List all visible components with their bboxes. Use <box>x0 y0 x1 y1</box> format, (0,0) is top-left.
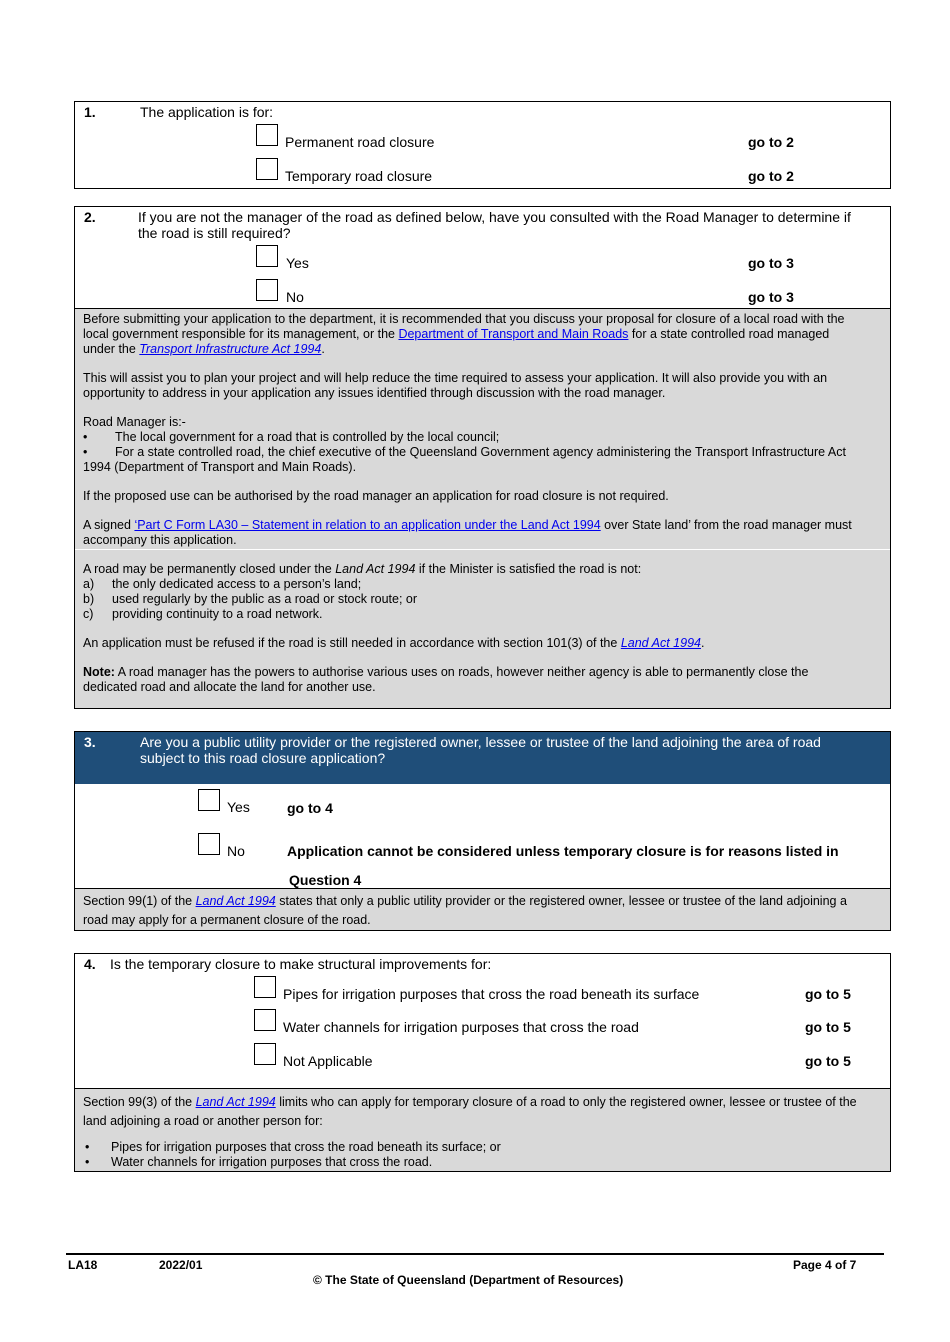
question-3-info-panel <box>75 888 890 930</box>
goto-label: Question 4 <box>289 872 362 888</box>
yes-checkbox[interactable] <box>256 245 278 267</box>
question-number: 3. <box>84 734 96 750</box>
list-item: used regularly by the public as a road or stock route; or <box>112 592 418 606</box>
not-applicable-checkbox[interactable] <box>254 1043 276 1065</box>
bullet-text: 1994 (Department of Transport and Main Roads). <box>83 460 357 474</box>
question-2-section <box>74 206 891 709</box>
goto-label: go to 2 <box>748 134 794 150</box>
option-label: Permanent road closure <box>285 134 435 150</box>
no-checkbox[interactable] <box>256 279 278 301</box>
info-text: A road may be permanently closed under the <box>83 562 336 576</box>
option-label: Water channels for irrigation purposes that cross the road <box>283 1019 639 1035</box>
goto-label: go to 2 <box>748 168 794 184</box>
land-act-link[interactable]: Land Act 1994 <box>620 636 701 650</box>
info-text: A road manager has the powers to authorise various uses on roads, however neither agency is able to permanently close the <box>114 665 809 679</box>
question-text-line2: the road is still required? <box>138 225 291 241</box>
goto-label: go to 4 <box>287 800 333 816</box>
footer-copyright: © The State of Queensland (Department of Resources) <box>313 1273 624 1287</box>
road-manager-info-panel <box>75 308 890 708</box>
list-item: providing continuity to a road network. <box>112 607 323 621</box>
bullet-icon: • <box>85 1140 90 1154</box>
transport-main-roads-link[interactable]: Department of Transport and Main Roads <box>398 327 629 341</box>
bullet-icon: • <box>83 430 88 444</box>
info-paragraph <box>83 312 845 327</box>
question-3-section <box>74 731 891 931</box>
question-number: 1. <box>84 104 96 120</box>
goto-label: go to 5 <box>805 1053 851 1069</box>
note-label: Note: <box>83 665 115 679</box>
info-text: local government responsible for its management, or the <box>83 327 399 341</box>
question-3-header <box>75 732 890 784</box>
option-label: Yes <box>227 799 250 815</box>
info-text: states that only a public utility provider or the registered owner, lessee or trustee of the land adjoining a <box>275 894 847 908</box>
question-4-info-panel <box>75 1088 890 1171</box>
footer-version: 2022/01 <box>159 1258 203 1272</box>
info-text: A signed <box>83 518 135 532</box>
land-act-link[interactable]: Land Act 1994 <box>195 1095 276 1109</box>
info-text: . <box>700 636 705 650</box>
goto-label: Application cannot be considered unless temporary closure is for reasons listed in <box>287 843 839 859</box>
question-number: 4. <box>84 956 96 972</box>
goto-label: go to 3 <box>748 255 794 271</box>
info-text: under the <box>83 342 140 356</box>
info-text: Section 99(1) of the <box>83 894 196 908</box>
info-paragraph <box>83 327 829 342</box>
land-act-link[interactable]: Land Act 1994 <box>195 894 276 908</box>
question-text-line1: If you are not the manager of the road as defined below, have you consulted with the Road Manager to determine if <box>138 209 851 225</box>
no-checkbox[interactable] <box>198 833 220 855</box>
yes-checkbox[interactable] <box>198 789 220 811</box>
goto-label: go to 5 <box>805 986 851 1002</box>
list-marker: b) <box>83 592 95 606</box>
info-paragraph: road may apply for a permanent closure of the road. <box>83 913 371 927</box>
footer-page-number: Page 4 of 7 <box>793 1258 857 1272</box>
info-text: if the Minister is satisfied the road is not: <box>415 562 642 576</box>
info-paragraph: land adjoining a road or another person for: <box>83 1114 323 1128</box>
info-text: over State land’ from the road manager must <box>600 518 852 532</box>
question-text: Is the temporary closure to make structural improvements for: <box>110 956 492 972</box>
info-paragraph <box>83 342 325 357</box>
info-paragraph <box>83 518 852 533</box>
option-label: Yes <box>286 255 309 271</box>
footer-form-code: LA18 <box>68 1258 98 1272</box>
form-la30-link[interactable]: ‘Part C Form LA30 – Statement in relation to an application under the Land Act 1994 <box>134 518 601 532</box>
water-channels-checkbox[interactable] <box>254 1009 276 1031</box>
info-paragraph <box>83 894 847 909</box>
info-paragraph <box>83 636 704 651</box>
divider <box>75 549 890 550</box>
option-label: Temporary road closure <box>285 168 433 184</box>
info-text: Before submitting your application to the department, it is recommended that you discuss your proposal for closure of a local road with the <box>83 312 845 326</box>
note-paragraph: dedicated road and allocate the land for another use. <box>83 680 376 694</box>
info-paragraph: accompany this application. <box>83 533 237 547</box>
footer-rule <box>66 1253 884 1255</box>
list-item: the only dedicated access to a person’s land; <box>112 577 362 591</box>
bullet-text: Water channels for irrigation purposes that cross the road. <box>111 1155 433 1169</box>
info-text: limits who can apply for temporary closure of a road to only the registered owner, lessee or trustee of the <box>275 1095 857 1109</box>
question-text-line2: subject to this road closure application? <box>140 750 386 766</box>
bullet-text: For a state controlled road, the chief executive of the Queensland Government agency administering the Transport Infrastructure Act <box>115 445 846 459</box>
info-paragraph: This will assist you to plan your project and will help reduce the time required to assess your application. It will also provide you with an <box>83 371 828 385</box>
bullet-text: Pipes for irrigation purposes that cross the road beneath its surface; or <box>111 1140 501 1154</box>
info-paragraph <box>83 1095 857 1110</box>
bullet-icon: • <box>83 445 88 459</box>
info-text: Section 99(3) of the <box>83 1095 196 1109</box>
goto-label: go to 3 <box>748 289 794 305</box>
info-text: . <box>321 342 325 356</box>
list-marker: a) <box>83 577 95 591</box>
info-text: for a state controlled road managed <box>628 327 830 341</box>
option-label: Not Applicable <box>283 1053 373 1069</box>
act-name: Land Act 1994 <box>335 562 416 576</box>
goto-label: go to 5 <box>805 1019 851 1035</box>
option-label: No <box>227 843 245 859</box>
info-paragraph: opportunity to address in your application any issues identified through discussion with the road manager. <box>83 386 666 400</box>
road-manager-heading: Road Manager is:- <box>83 415 186 429</box>
info-paragraph <box>83 562 641 577</box>
pipes-checkbox[interactable] <box>254 976 276 998</box>
question-text-line1: Are you a public utility provider or the registered owner, lessee or trustee of the land adjoining the area of road <box>140 734 821 750</box>
question-text: The application is for: <box>140 104 274 120</box>
permanent-closure-checkbox[interactable] <box>256 124 278 146</box>
option-label: No <box>286 289 304 305</box>
temporary-closure-checkbox[interactable] <box>256 158 278 180</box>
info-paragraph: If the proposed use can be authorised by the road manager an application for road closure is not required. <box>83 489 669 503</box>
option-label: Pipes for irrigation purposes that cross the road beneath its surface <box>283 986 700 1002</box>
bullet-text: The local government for a road that is controlled by the local council; <box>115 430 500 444</box>
question-4-section <box>74 953 891 1172</box>
list-marker: c) <box>83 607 94 621</box>
question-number: 2. <box>84 209 96 225</box>
transport-infrastructure-act-link[interactable]: Transport Infrastructure Act 1994 <box>139 342 322 356</box>
bullet-icon: • <box>85 1155 90 1169</box>
info-text: An application must be refused if the road is still needed in accordance with section 101(3) of the <box>83 636 621 650</box>
question-1-section <box>74 101 891 189</box>
note-paragraph <box>83 665 808 680</box>
